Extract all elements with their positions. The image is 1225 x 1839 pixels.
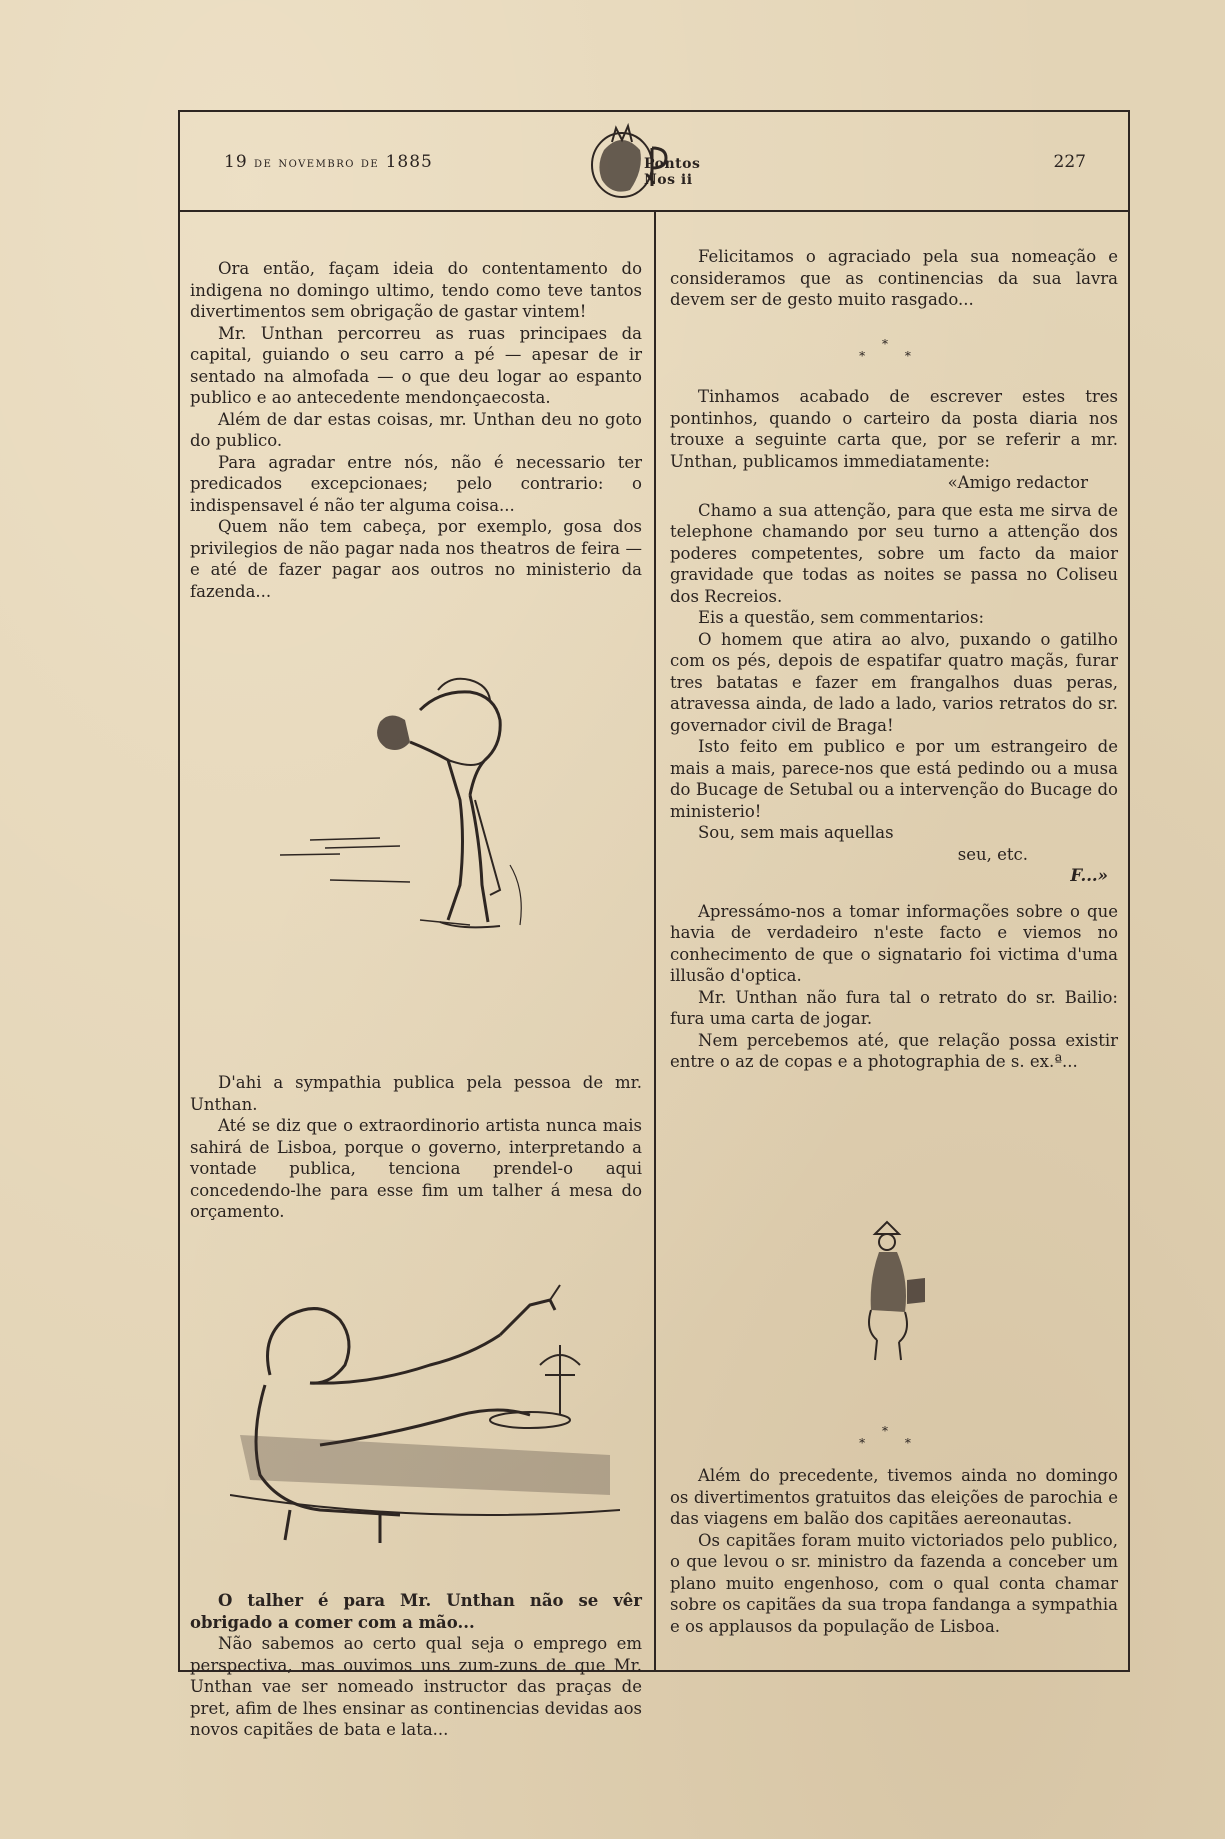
paragraph: Os capitães foram muito victoriados pelo publico, o que levou o sr. ministro da fazenda a conceber um plano muito engenhoso, com o qual conta chamar sobre os capitães da sua tropa fandanga a sympathia e os applausos da população de Lisboa. bbox=[670, 1530, 1118, 1636]
paragraph: Eis a questão, sem commentarios: bbox=[698, 608, 985, 627]
illustration-man-with-fork bbox=[230, 1265, 620, 1551]
section-separator: * * * bbox=[859, 1424, 929, 1450]
paragraph: O homem que atira ao alvo, puxando o gatilho com os pés, depois de espatifar quatro maçãs, furar tres batatas e fazer em frangalhos duas peras, atravessa ainda, de lado a lado, varios retratos do sr. governador civil de Braga! bbox=[670, 629, 1118, 735]
left-text-middle bbox=[190, 1072, 642, 1223]
paragraph: Não sabemos ao certo qual seja o emprego em perspectiva, mas ouvimos uns zum-zuns de que Mr. Unthan vae ser nomeado instructor das praças de pret, afim de lhes ensinar as continencias devidas aos novos capitães de bata e lata... bbox=[190, 1634, 642, 1739]
right-text-bottom bbox=[670, 1465, 1118, 1637]
paragraph: Até se diz que o extraordinorio artista nunca mais sahirá de Lisboa, porque o governo, interpretando a vontade publica, tenciona prendel-o aqui concedendo-lhe para esse fim um talher á mesa do orçamento. bbox=[190, 1116, 642, 1221]
left-text-top bbox=[190, 258, 642, 602]
paragraph: Além do precedente, tivemos ainda no domingo os divertimentos gratuitos das eleições de parochia e das viagens em balão dos capitães aereonautas. bbox=[670, 1466, 1118, 1528]
paragraph: Mr. Unthan não fura tal o retrato do sr. Bailio: fura uma carta de jogar. bbox=[670, 987, 1118, 1028]
masthead-logo bbox=[582, 120, 732, 202]
paragraph: Felicitamos o agraciado pela sua nomeação e consideramos que as continencias da sua lavra devem ser de gesto muito rasgado... bbox=[670, 247, 1118, 309]
paragraph: Sou, sem mais aquellas bbox=[698, 823, 894, 842]
page-number: 227 bbox=[1053, 152, 1086, 172]
masthead-title: Pontos Nos ii bbox=[644, 156, 701, 188]
illustration-caption: O talher é para Mr. Unthan não se vêr obrigado a comer com a mão... bbox=[190, 1591, 642, 1632]
left-text-bottom bbox=[190, 1590, 642, 1741]
paragraph: D'ahi a sympathia publica pela pessoa de mr. Unthan. bbox=[190, 1073, 642, 1114]
paragraph: Nem percebemos até, que relação possa existir entre o az de copas e a photographia de s. ex.ª... bbox=[670, 1030, 1118, 1071]
section-separator: * * * bbox=[859, 337, 929, 363]
issue-date: 19 de novembro de 1885 bbox=[224, 152, 433, 172]
paragraph: seu, etc. bbox=[957, 844, 1028, 864]
page-header bbox=[180, 112, 1128, 212]
illustration-small-figure bbox=[855, 1220, 935, 1371]
letter-signature: F...» bbox=[1070, 866, 1108, 885]
paragraph: Chamo a sua attenção, para que esta me sirva de telephone chamando por seu turno a attenção dos poderes competentes, sobre um facto da maior gravidade que todas as noites se passa no Coliseu dos Recreios. bbox=[670, 500, 1118, 606]
page-frame bbox=[178, 110, 1130, 1739]
column-divider bbox=[654, 210, 656, 1670]
right-text-letter bbox=[670, 386, 1118, 1073]
paragraph: Para agradar entre nós, não é necessario ter predicados excepcionaes; pelo contrario: o indispensavel é não ter alguma coisa... bbox=[190, 452, 642, 515]
paragraph: Ora então, façam ideia do contentamento do indigena no domingo ultimo, tendo como teve tantos divertimentos sem obrigação de gastar vintem! bbox=[190, 259, 642, 321]
paragraph: Isto feito em publico e por um estrangeiro de mais a mais, parece-nos que está pedindo ou a musa do Bucage de Setubal ou a intervenção do Bucage do ministerio! bbox=[670, 737, 1118, 821]
paragraph: Além de dar estas coisas, mr. Unthan deu no goto do publico. bbox=[190, 409, 642, 450]
paragraph: Mr. Unthan percorreu as ruas principaes da capital, guiando o seu carro a pé — apesar de ir sentado na almofada — o que deu logar ao espanto publico e ao antecedente mendonçaecosta. bbox=[190, 323, 642, 407]
paragraph: Quem não tem cabeça, por exemplo, gosa dos privilegios de não pagar nada nos theatros de feira — e até de fazer pagar aos outros no ministerio da fazenda... bbox=[190, 517, 642, 601]
illustration-man-bending bbox=[270, 650, 570, 956]
paragraph: Tinhamos acabado de escrever estes tres pontinhos, quando o carteiro da posta diaria nos trouxe a seguinte carta que, por se referir a mr. Unthan, publicamos immediatamente: bbox=[670, 387, 1118, 471]
letter-salutation: «Amigo redactor bbox=[947, 473, 1088, 492]
right-text-top bbox=[670, 246, 1118, 311]
paragraph: Apressámo-nos a tomar informações sobre o que havia de verdadeiro n'este facto e viemos no conhecimento de que o signatario foi victima d'uma illusão d'optica. bbox=[670, 901, 1118, 985]
